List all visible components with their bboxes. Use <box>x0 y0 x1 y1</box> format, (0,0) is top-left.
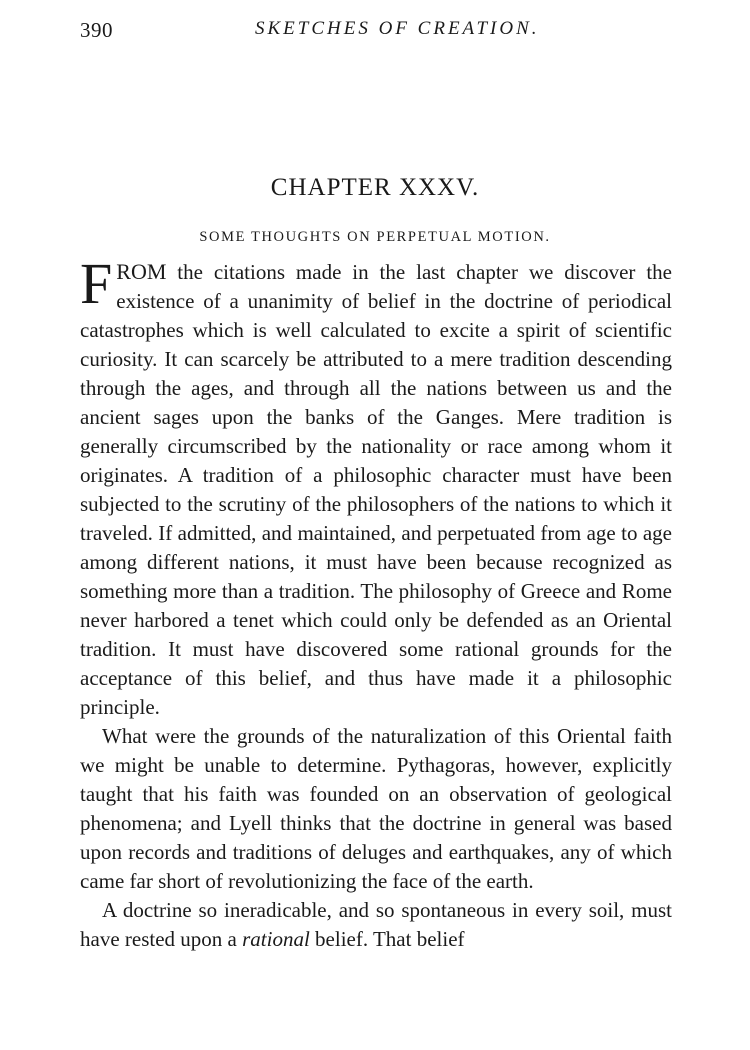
chapter-subtitle: SOME THOUGHTS ON PERPETUAL MOTION. <box>199 229 551 245</box>
running-title: SKETCHES OF CREATION. <box>255 18 540 39</box>
paragraph-1-text: the citations made in the last chapter we discover the existence of a unanimity of belief in the doctrine of periodical catastrophes which is well calculated to excite a spirit of scientific curiosity. It can scarcely be attributed to a mere tradition descending through the ages, and through all the nations between us and the ancient sages upon the banks of the Ganges. Mere tradition is generally circumscribed by the nationality or race among whom it originates. A tradition of a philosophic character must have been subjected to the scrutiny of the philosophers of the nations to which it traveled. If admitted, and maintained, and perpetuated from age to age among different nations, it must have been because recognized as something more than a tradition. The philosophy of Greece and Rome never harbored a tenet which could only be defended as an Oriental tradition. It must have discovered some rational grounds for the acceptance of this belief, and thus have made it a philosophic principle. <box>80 260 672 719</box>
paragraph-3 <box>80 896 672 954</box>
paragraph-1 <box>80 251 672 722</box>
page-number: 390 <box>80 18 113 42</box>
emphasis-text: rational <box>242 927 310 951</box>
body-text <box>80 251 672 954</box>
drop-cap: F <box>80 251 113 316</box>
lead-small-caps: ROM <box>116 259 167 284</box>
chapter-title: CHAPTER XXXV. <box>270 174 480 201</box>
paragraph-2 <box>80 722 672 896</box>
running-head <box>80 18 672 48</box>
paragraph-3-text-before: A doctrine so ineradicable, and so spontaneous in every soil, must have rested upon a <box>80 898 672 951</box>
paragraph-3-text-after: belief. That belief <box>309 927 465 951</box>
paragraph-2-text: What were the grounds of the naturalization of this Oriental faith we might be unable to determine. Pythagoras, however, explicitly taught that his faith was founded on an observation of geological phenomena; and Lyell thinks that the doctrine in general was based upon records and traditions of deluges and earthquakes, any of which came far short of revolutionizing the face of the earth. <box>80 724 672 893</box>
